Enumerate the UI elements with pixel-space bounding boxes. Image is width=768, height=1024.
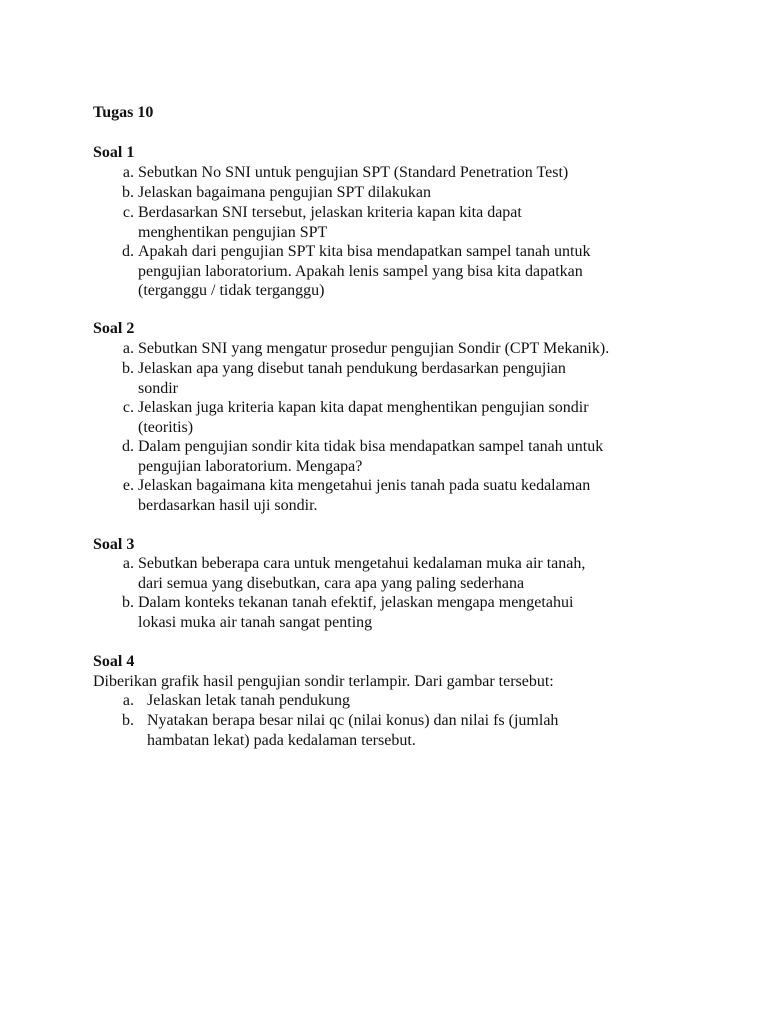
item-marker: b.	[122, 184, 134, 201]
item-marker: c.	[122, 399, 134, 416]
item-marker: b.	[122, 712, 134, 729]
item-line: lokasi muka air tanah sangat penting	[138, 613, 373, 631]
item-text	[138, 398, 589, 437]
item-line: Jelaskan apa yang disebut tanah pendukung berdasarkan pengujian	[138, 360, 566, 377]
item-text	[138, 593, 573, 632]
item-line: sondir	[138, 379, 178, 397]
item-marker: a.	[122, 340, 134, 357]
item-line: (teoritis)	[138, 418, 194, 436]
item-line: Sebutkan beberapa cara untuk mengetahui kedalaman muka air tanah,	[138, 555, 586, 572]
item-text	[138, 203, 522, 242]
item-line: pengujian laboratorium. Apakah lenis sampel yang bisa kita dapatkan	[138, 262, 583, 280]
item-line: Nyatakan berapa besar nilai qc (nilai konus) dan nilai fs (jumlah	[147, 712, 559, 729]
item-line: Apakah dari pengujian SPT kita bisa mendapatkan sampel tanah untuk	[138, 243, 591, 260]
item-text	[147, 711, 558, 750]
item-marker: d.	[122, 438, 134, 455]
item-marker: c.	[122, 204, 134, 221]
item-marker: a.	[122, 164, 134, 181]
item-line: Dalam konteks tekanan tanah efektif, jelaskan mengapa mengetahui	[138, 594, 574, 611]
item-text	[138, 554, 585, 593]
item-text	[138, 242, 590, 301]
item-marker: b.	[122, 594, 134, 611]
item-line: berdasarkan hasil uji sondir.	[138, 496, 318, 514]
item-line: Jelaskan letak tanah pendukung	[147, 692, 351, 709]
item-line: menghentikan pengujian SPT	[138, 223, 328, 241]
item-line: dari semua yang disebutkan, cara apa yang paling sederhana	[138, 574, 525, 592]
item-line: pengujian laboratorium. Mengapa?	[138, 457, 363, 475]
item-text	[138, 183, 431, 203]
item-marker: d.	[122, 243, 134, 260]
item-line: Jelaskan bagaimana kita mengetahui jenis tanah pada suatu kedalaman	[138, 477, 591, 494]
item-text	[138, 163, 568, 183]
item-line: Berdasarkan SNI tersebut, jelaskan kriteria kapan kita dapat	[138, 204, 522, 221]
item-line: Dalam pengujian sondir kita tidak bisa mendapatkan sampel tanah untuk	[138, 438, 604, 455]
item-line: Sebutkan SNI yang mengatur prosedur pengujian Sondir (CPT Mekanik).	[138, 340, 610, 357]
item-marker: a.	[122, 555, 134, 572]
item-marker: b.	[122, 360, 134, 377]
soal-3-heading: Soal 3	[93, 536, 135, 553]
item-marker: e.	[122, 477, 134, 494]
item-line: Sebutkan No SNI untuk pengujian SPT (Standard Penetration Test)	[138, 164, 569, 181]
item-line: hambatan lekat) pada kedalaman tersebut.	[147, 731, 416, 749]
item-text	[138, 437, 603, 476]
item-text	[138, 359, 566, 398]
soal-4-intro: Diberikan grafik hasil pengujian sondir terlampir. Dari gambar tersebut:	[93, 673, 554, 690]
item-marker: a.	[122, 692, 134, 709]
item-line: Jelaskan bagaimana pengujian SPT dilakukan	[138, 184, 431, 201]
document-title: Tugas 10	[93, 104, 154, 121]
item-text	[138, 476, 590, 515]
soal-1-heading: Soal 1	[93, 144, 135, 161]
item-text	[138, 339, 609, 359]
item-line: (terganggu / tidak terganggu)	[138, 282, 325, 300]
soal-4-heading: Soal 4	[93, 653, 135, 670]
item-text	[147, 691, 350, 711]
item-line: Jelaskan juga kriteria kapan kita dapat menghentikan pengujian sondir	[138, 399, 589, 416]
soal-2-heading: Soal 2	[93, 320, 135, 337]
